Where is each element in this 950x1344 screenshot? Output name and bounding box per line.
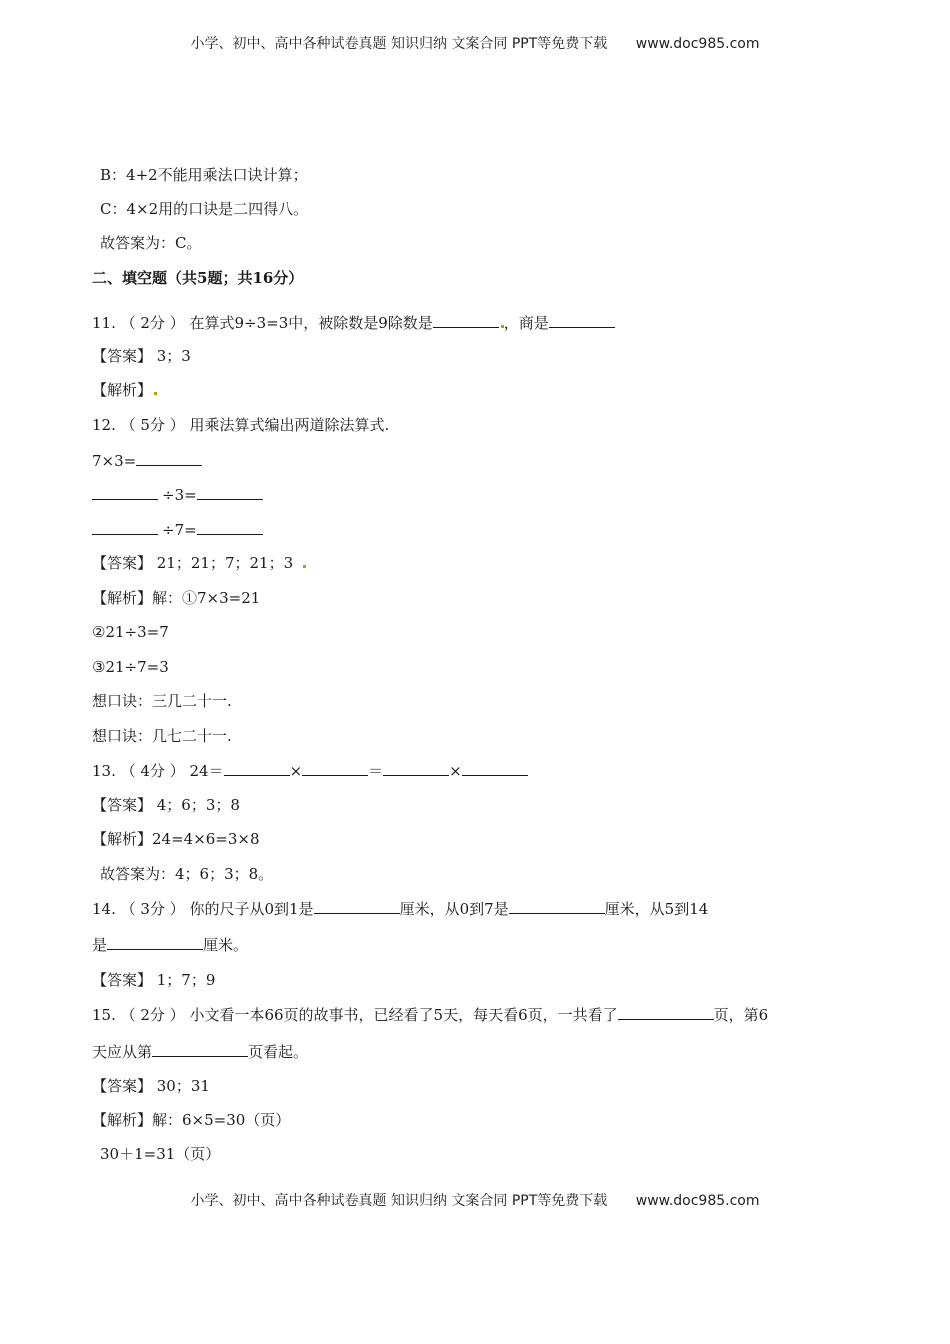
q13-blank-1[interactable] [224, 760, 290, 776]
header-text: 小学、初中、高中各种试卷真题 知识归纳 文案合同 PPT等免费下载 [190, 36, 608, 52]
q11-text: 11. （ 2分 ） 在算式9÷3=3中，被除数是9除数是 [92, 314, 433, 332]
q15-explain-2: 30＋1=31（页） [100, 1145, 221, 1163]
q12-blank-4[interactable] [92, 519, 158, 535]
q11-answer: 【答案】 3；3 [92, 347, 191, 365]
q12-line-1-text: 7×3= [92, 452, 137, 470]
q13 [92, 760, 528, 781]
q12-line-2-text: ÷3= [162, 486, 197, 504]
q14-text-4: 是 [92, 936, 108, 954]
page-header [0, 33, 950, 53]
answer-c-line: 故答案为：C。 [100, 234, 202, 252]
q15-text-1: 15. （ 2分 ） 小文看一本66页的故事书，已经看了5天，每天看6页，一共看了 [92, 1006, 618, 1024]
header-site-link[interactable]: www.doc985.com [635, 36, 760, 52]
q12-explain-5: 想口诀：几七二十一. [92, 727, 232, 745]
q13-equals: ＝ [368, 762, 384, 780]
q12-explain: 【解析】解：①7×3=21 [92, 589, 261, 607]
q13-blank-2[interactable] [302, 760, 368, 776]
q15-text-3: 天应从第 [92, 1043, 153, 1061]
q13-answer: 【答案】 4；6；3；8 [92, 796, 240, 814]
page-footer [0, 1190, 950, 1210]
q12-blank-1[interactable] [136, 450, 202, 466]
q12-line-3 [92, 519, 263, 540]
q12-explain-3: ③21÷7=3 [92, 658, 169, 676]
q15-cont [92, 1041, 308, 1062]
q13-blank-4[interactable] [462, 760, 528, 776]
q13-times-2: × [449, 762, 462, 780]
q13-explain: 【解析】24=4×6=3×8 [92, 830, 260, 848]
q13-times-1: × [289, 762, 303, 780]
q14-text-1: 14. （ 3分 ） 你的尺子从0到1是 [92, 900, 314, 918]
section-title: 二、填空题（共5题；共16分） [92, 269, 304, 287]
q12-blank-5[interactable] [197, 519, 263, 535]
q13-text: 13. （ 4分 ） 24＝ [92, 762, 224, 780]
q12-answer [92, 553, 306, 573]
q15 [92, 1004, 768, 1025]
q14-text-3: 厘米，从5到14 [604, 900, 709, 918]
q12-line-2 [92, 484, 263, 505]
q14-text-5: 厘米。 [203, 936, 249, 954]
q12-answer-text: 【答案】 21；21；7；21；3 [92, 554, 294, 572]
b-line: B：4+2不能用乘法口诀计算； [100, 166, 308, 184]
q15-explain: 【解析】解：6×5=30（页） [92, 1111, 291, 1129]
q13-blank-3[interactable] [383, 760, 449, 776]
q15-text-2: 页，第6 [713, 1006, 769, 1024]
q12-explain-2: ②21÷3=7 [92, 623, 169, 641]
footer-site-link[interactable]: www.doc985.com [635, 1193, 760, 1209]
q14 [92, 898, 708, 919]
q11-explain [92, 380, 157, 400]
q14-blank-3[interactable] [107, 934, 203, 950]
q14-answer: 【答案】 1；7；9 [92, 971, 216, 989]
q11-blank-2[interactable] [549, 312, 615, 328]
q14-blank-2[interactable] [509, 898, 605, 914]
q15-blank-1[interactable] [618, 1004, 714, 1020]
q11-text-2: ，商是 [503, 314, 549, 332]
footer-text: 小学、初中、高中各种试卷真题 知识归纳 文案合同 PPT等免费下载 [190, 1193, 608, 1209]
q12-blank-2[interactable] [92, 484, 158, 500]
q15-blank-2[interactable] [152, 1041, 248, 1057]
c-line: C：4×2用的口诀是二四得八。 [100, 200, 309, 218]
mark-dot [303, 565, 306, 568]
q14-text-2: 厘米，从0到7是 [399, 900, 509, 918]
q11 [92, 312, 615, 333]
q14-blank-1[interactable] [314, 898, 400, 914]
q12-line-3-text: ÷7= [162, 521, 197, 539]
q12-line-1 [92, 450, 202, 471]
q12-explain-4: 想口诀：三几二十一. [92, 692, 232, 710]
q12: 12. （ 5分 ） 用乘法算式编出两道除法算式. [92, 416, 390, 434]
q15-answer: 【答案】 30；31 [92, 1077, 210, 1095]
q13-explain-2: 故答案为：4；6；3；8。 [100, 865, 274, 883]
q11-blank-1[interactable] [433, 312, 499, 328]
mark-dot [154, 392, 157, 395]
q11-explain-label: 【解析】 [92, 381, 153, 399]
q15-text-4: 页看起。 [248, 1043, 309, 1061]
q14-cont [92, 934, 248, 955]
q12-blank-3[interactable] [197, 484, 263, 500]
